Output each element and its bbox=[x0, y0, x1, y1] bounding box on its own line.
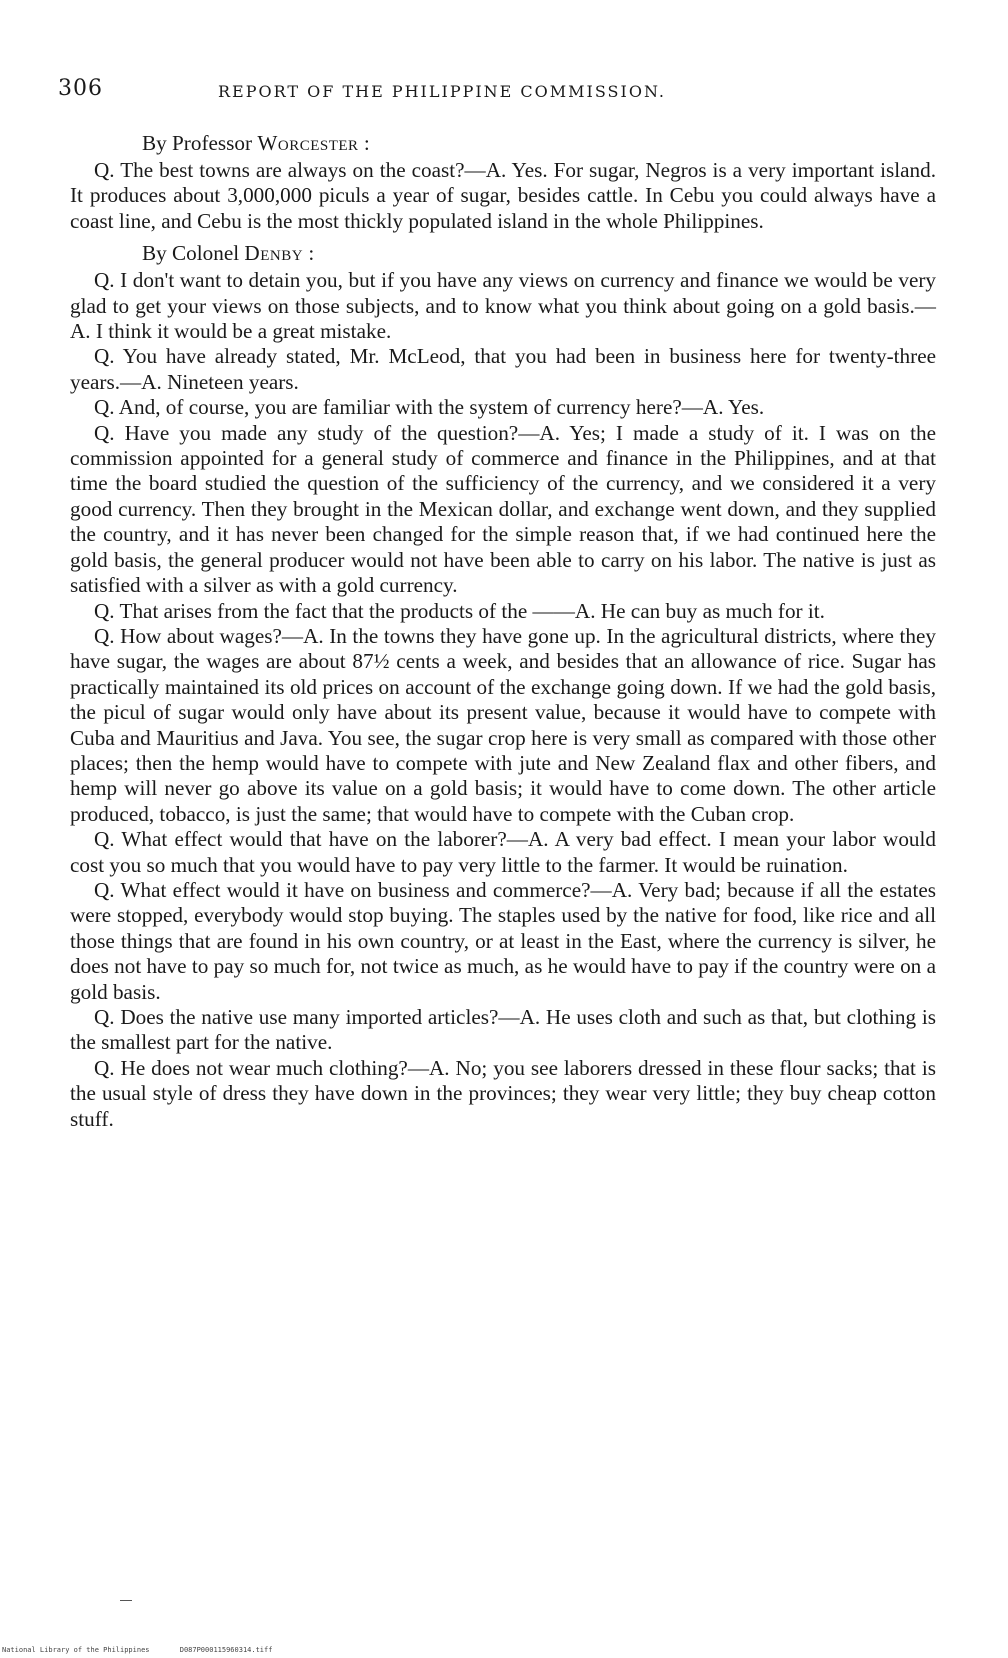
qa-paragraph: Q. You have already stated, Mr. McLeod, that you had been in business here for twenty-three years.—A. Nineteen years. bbox=[70, 344, 936, 394]
scan-footer bbox=[2, 1646, 1002, 1658]
speaker-name: Worcester bbox=[257, 131, 359, 155]
speaker-name: Denby bbox=[244, 241, 304, 266]
qa-paragraph: Q. Have you made any study of the question?—A. Yes; I made a study of it. I was on the commission appointed for a general study of commerce and finance in the Philippines, and at that time the board studied the question of the sufficiency of the currency, and we considered it a very good currency. Then they brought in the Mexican dollar, and exchange went down, and they supplied the country, and it has never been changed for the simple reason that, if we had continued here the gold basis, the general producer would not have been able to carry on his labor. The native is just as satisfied with a silver as with a gold currency. bbox=[70, 420, 936, 598]
speaker-heading-worcester bbox=[70, 130, 936, 156]
qa-paragraph: Q. He does not wear much clothing?—A. No; you see laborers dressed in these flour sacks; that is the usual style of dress they have down in the provinces; they wear very little; they buy cheap cotton stuff. bbox=[70, 1055, 936, 1131]
qa-paragraph: Q. And, of course, you are familiar with the system of currency here?—A. Yes. bbox=[94, 395, 765, 420]
speaker-heading-denby bbox=[70, 240, 936, 266]
page-number: 306 bbox=[58, 76, 103, 101]
footer-file-id: D087P000115960314.tiff bbox=[179, 1646, 273, 1654]
speaker-prefix: By Professor bbox=[142, 131, 258, 155]
speaker-suffix: : bbox=[363, 131, 370, 155]
footer-library: National Library of the Philippines bbox=[2, 1646, 150, 1654]
qa-paragraph: Q. Does the native use many imported articles?—A. He uses cloth and such as that, but clothing is the smallest part for the native. bbox=[70, 1005, 936, 1055]
qa-paragraph: Q. What effect would that have on the laborer?—A. A very bad effect. I mean your labor would cost you so much that you would have to pay very little to the farmer. It would be ruination. bbox=[70, 827, 936, 877]
page-header bbox=[58, 76, 938, 106]
qa-paragraph: Q. How about wages?—A. In the towns they have gone up. In the agricultural districts, where they have sugar, the wages are about 87½ cents a week, and besides that an allowance of rice. Sugar has practically maintained its old prices on account of the exchange going down. If we had the gold basis, the picul of sugar would only have about its present value, because it would have to compete with Cuba and Mauritius and Java. You see, the sugar crop here is very small as compared with those other places; then the hemp would have to compete with jute and New Zealand flax and other fibers, and hemp will never go above its value on a gold basis; it would have to come down. The other article produced, tobacco, is just the same; that would have to compete with the Cuban crop. bbox=[70, 623, 936, 826]
speaker-prefix: By Colonel bbox=[142, 241, 245, 266]
qa-paragraph: Q. The best towns are always on the coast?—A. Yes. For sugar, Negros is a very important island. It produces about 3,000,000 piculs a year of sugar, besides cattle. In Cebu you could always have a coast line, and Cebu is the most thickly populated island in the whole Philippines. bbox=[70, 158, 936, 233]
qa-paragraph: Q. I don't want to detain you, but if you have any views on currency and finance we would be very glad to get your views on those subjects, and to know what you think about going on a gold basis.—A. I think it would be a great mistake. bbox=[70, 268, 936, 344]
speaker-suffix: : bbox=[308, 241, 315, 266]
qa-paragraph: Q. What effect would it have on business and commerce?—A. Very bad; because if all the estates were stopped, everybody would stop buying. The staples used by the native for food, like rice and all those things that are found in his own country, or at least in the East, where the currency is silver, he does not have to pay so much for, not twice as much, as he would have to pay if the country were on a gold basis. bbox=[70, 877, 936, 1004]
body-text bbox=[70, 130, 936, 1132]
stray-mark bbox=[120, 1600, 132, 1601]
running-title: REPORT OF THE PHILIPPINE COMMISSION. bbox=[218, 82, 667, 101]
qa-paragraph: Q. That arises from the fact that the products of the ——A. He can buy as much for it. bbox=[94, 598, 825, 623]
